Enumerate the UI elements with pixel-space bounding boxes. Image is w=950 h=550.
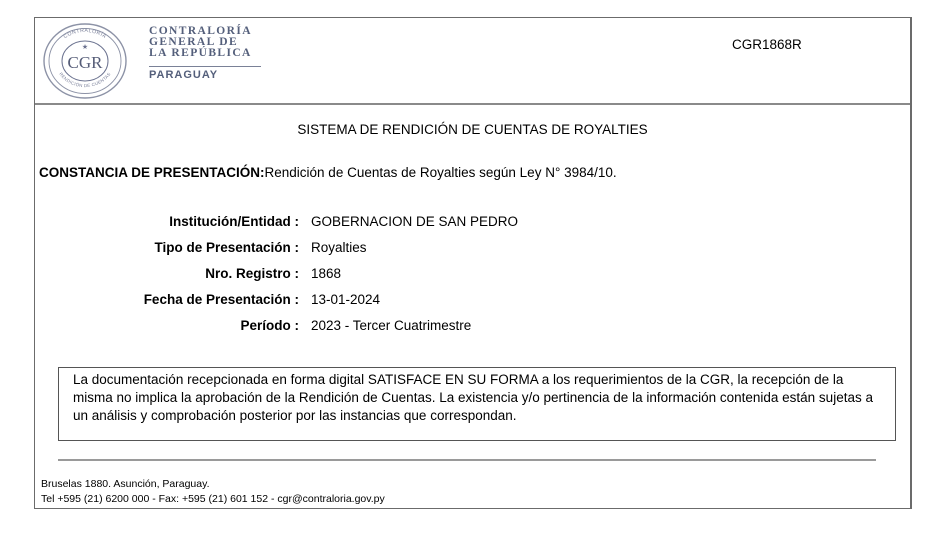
constancia-line bbox=[39, 165, 617, 180]
org-name-line-2: GENERAL DE bbox=[149, 36, 239, 48]
org-name-line-3: LA REPÚBLICA bbox=[149, 47, 252, 59]
field-value: 13-01-2024 bbox=[311, 292, 381, 307]
svg-text:RENDICIÓN DE CUENTAS bbox=[58, 72, 111, 89]
footer-address: Bruselas 1880. Asunción, Paraguay. bbox=[41, 478, 210, 490]
constancia-text: Rendición de Cuentas de Royalties según Ley N° 3984/10. bbox=[264, 165, 617, 180]
seal-ring-top-text: CONTRALORÍA bbox=[62, 27, 108, 41]
document-code: CGR1868R bbox=[732, 37, 802, 52]
field-label: Institución/Entidad : bbox=[169, 214, 299, 229]
svg-text:CONTRALORÍA bbox=[63, 28, 108, 40]
footer-divider bbox=[58, 459, 876, 461]
field-label: Fecha de Presentación : bbox=[143, 292, 299, 307]
document-header bbox=[35, 18, 910, 105]
constancia-label: CONSTANCIA DE PRESENTACIÓN: bbox=[39, 165, 265, 180]
document-frame bbox=[34, 17, 912, 509]
org-name-divider bbox=[149, 66, 261, 67]
notice-box: La documentación recepcionada en forma digital SATISFACE EN SU FORMA a los requerimientos de la CGR, la recepción de la misma no implica la aprobación de la Rendición de Cuentas. La existencia y/o pertinencia de la información contenida están sujetas a un análisis y comprobación posterior por las instancias que correspondan. bbox=[58, 367, 896, 441]
field-value: 1868 bbox=[311, 266, 342, 281]
field-value: GOBERNACION DE SAN PEDRO bbox=[311, 214, 519, 229]
seal-initials: CGR bbox=[67, 53, 103, 72]
header-divider bbox=[35, 103, 910, 105]
footer-contact: Tel +595 (21) 6200 000 - Fax: +595 (21) 601 152 - cgr@contraloria.gov.py bbox=[41, 493, 385, 505]
field-value: 2023 - Tercer Cuatrimestre bbox=[311, 318, 472, 333]
field-value: Royalties bbox=[311, 240, 367, 255]
field-label: Tipo de Presentación : bbox=[154, 240, 299, 255]
field-label: Período : bbox=[240, 318, 299, 333]
seal-ring-bottom-text: RENDICIÓN DE CUENTAS bbox=[58, 71, 112, 89]
organization-name bbox=[149, 26, 252, 59]
field-label: Nro. Registro : bbox=[205, 266, 299, 281]
system-title: SISTEMA DE RENDICIÓN DE CUENTAS DE ROYALTIES bbox=[297, 122, 648, 137]
seal-star-icon: ★ bbox=[81, 43, 89, 51]
org-name-line-1: CONTRALORÍA bbox=[149, 25, 252, 37]
cgr-seal-logo bbox=[42, 22, 128, 100]
organization-country: PARAGUAY bbox=[149, 69, 219, 81]
